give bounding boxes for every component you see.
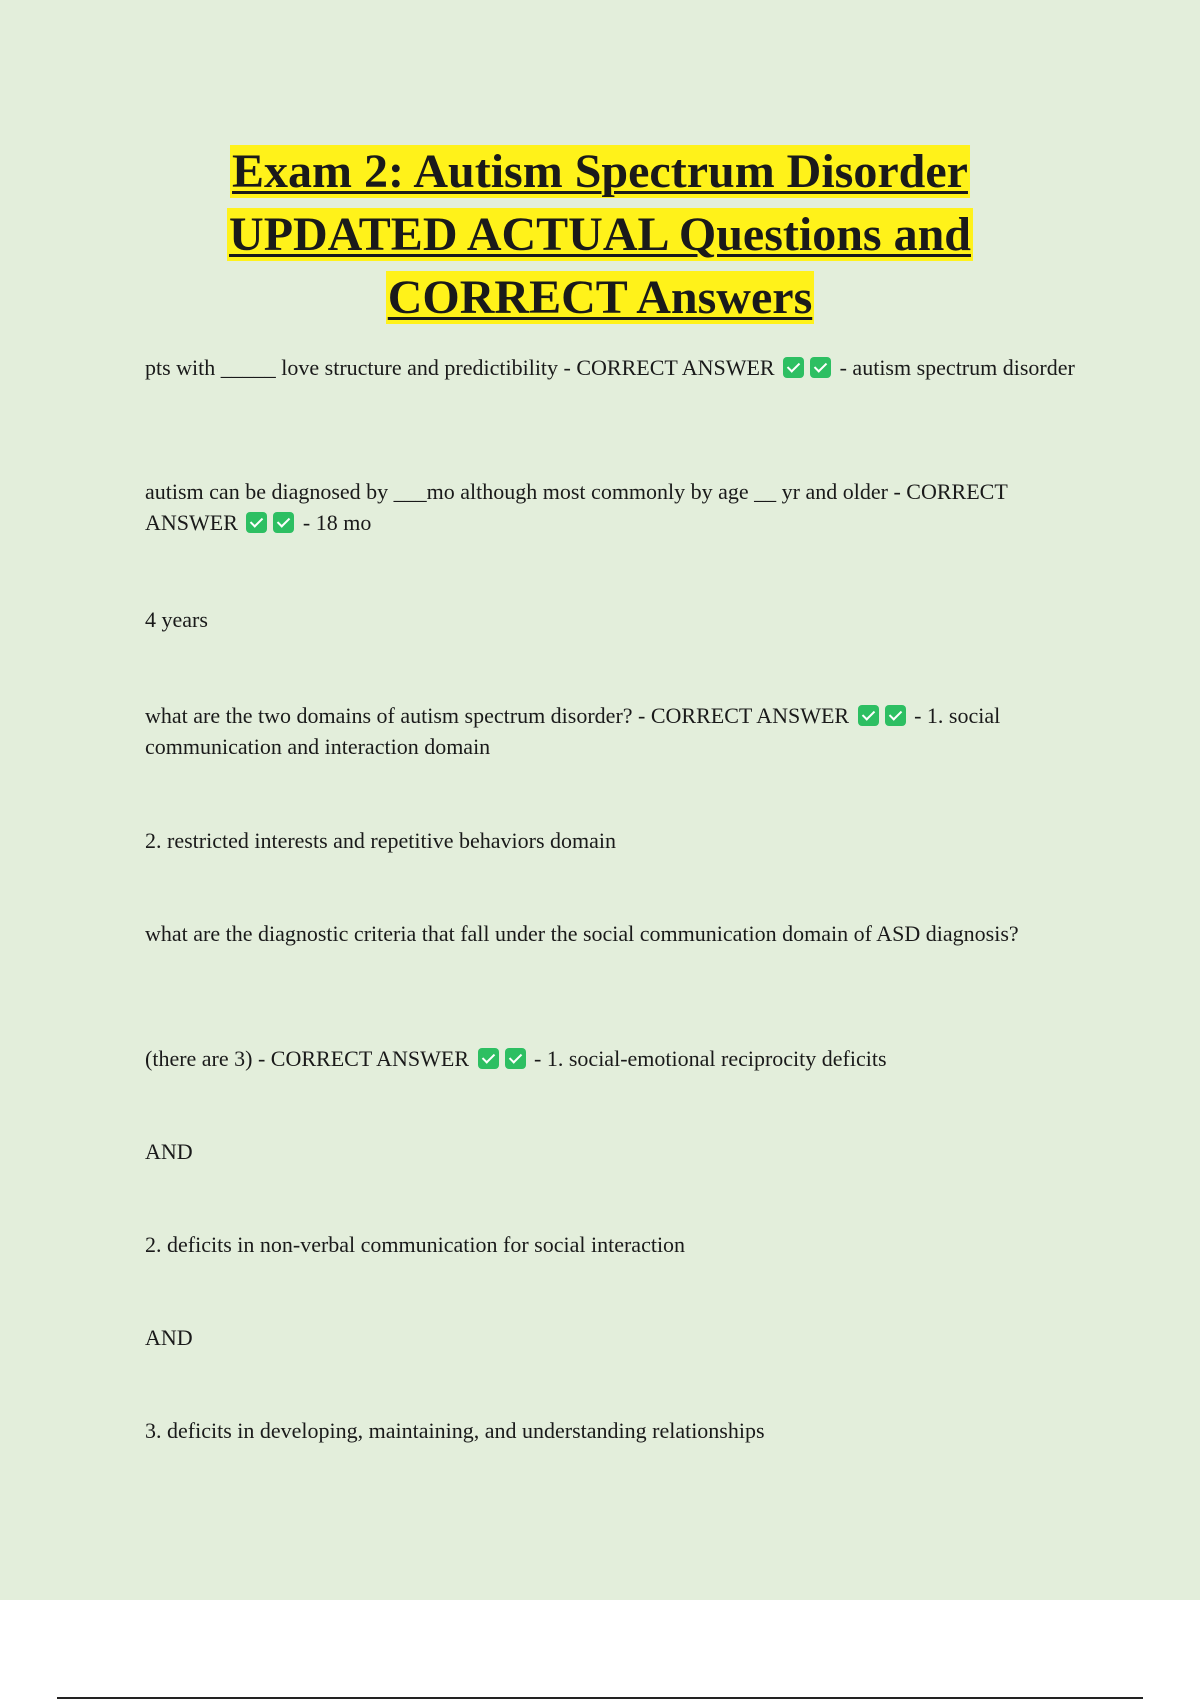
text-line: 3. deficits in developing, maintaining, and understanding relationships bbox=[145, 1418, 765, 1443]
qa-item bbox=[145, 476, 1085, 538]
question-text: autism can be diagnosed by ___mo although most commonly by age __ yr and older - CORRECT ANSWER bbox=[145, 479, 1008, 535]
text-line: AND bbox=[145, 1325, 193, 1350]
qa-item bbox=[145, 700, 1085, 762]
check-mark-icon bbox=[783, 357, 804, 378]
check-mark-icon bbox=[858, 705, 879, 726]
text-line: 2. restricted interests and repetitive behaviors domain bbox=[145, 828, 617, 853]
title-line-1: Exam 2: Autism Spectrum Disorder bbox=[232, 145, 968, 198]
qa-item bbox=[145, 1043, 1085, 1074]
answer-text: - autism spectrum disorder bbox=[839, 355, 1075, 380]
answer-text: - 18 mo bbox=[302, 510, 372, 535]
check-mark-icon bbox=[505, 1048, 526, 1069]
title-line-2: UPDATED ACTUAL Questions and bbox=[229, 208, 971, 261]
answer-text: - 1. social communication and interaction domain bbox=[145, 703, 1001, 759]
check-mark-icon bbox=[885, 705, 906, 726]
answer-text: - 1. social-emotional reciprocity deficits bbox=[534, 1046, 887, 1071]
question-text: what are the two domains of autism spectrum disorder? - CORRECT ANSWER bbox=[145, 703, 850, 728]
text-line: what are the diagnostic criteria that fall under the social communication domain of ASD diagnosis? bbox=[145, 921, 1019, 946]
qa-item bbox=[145, 352, 1085, 383]
text-line: 4 years bbox=[145, 607, 208, 632]
question-text: pts with _____ love structure and predictibility - CORRECT ANSWER bbox=[145, 355, 775, 380]
text-line: 2. deficits in non-verbal communication for social interaction bbox=[145, 1232, 686, 1257]
check-mark-icon bbox=[273, 512, 294, 533]
text-line: AND bbox=[145, 1139, 193, 1164]
check-mark-icon bbox=[810, 357, 831, 378]
check-mark-icon bbox=[246, 512, 267, 533]
title-line-3: CORRECT Answers bbox=[387, 271, 813, 324]
page-divider bbox=[57, 1697, 1143, 1699]
check-mark-icon bbox=[478, 1048, 499, 1069]
question-text: (there are 3) - CORRECT ANSWER bbox=[145, 1046, 470, 1071]
document-title bbox=[0, 140, 1200, 329]
